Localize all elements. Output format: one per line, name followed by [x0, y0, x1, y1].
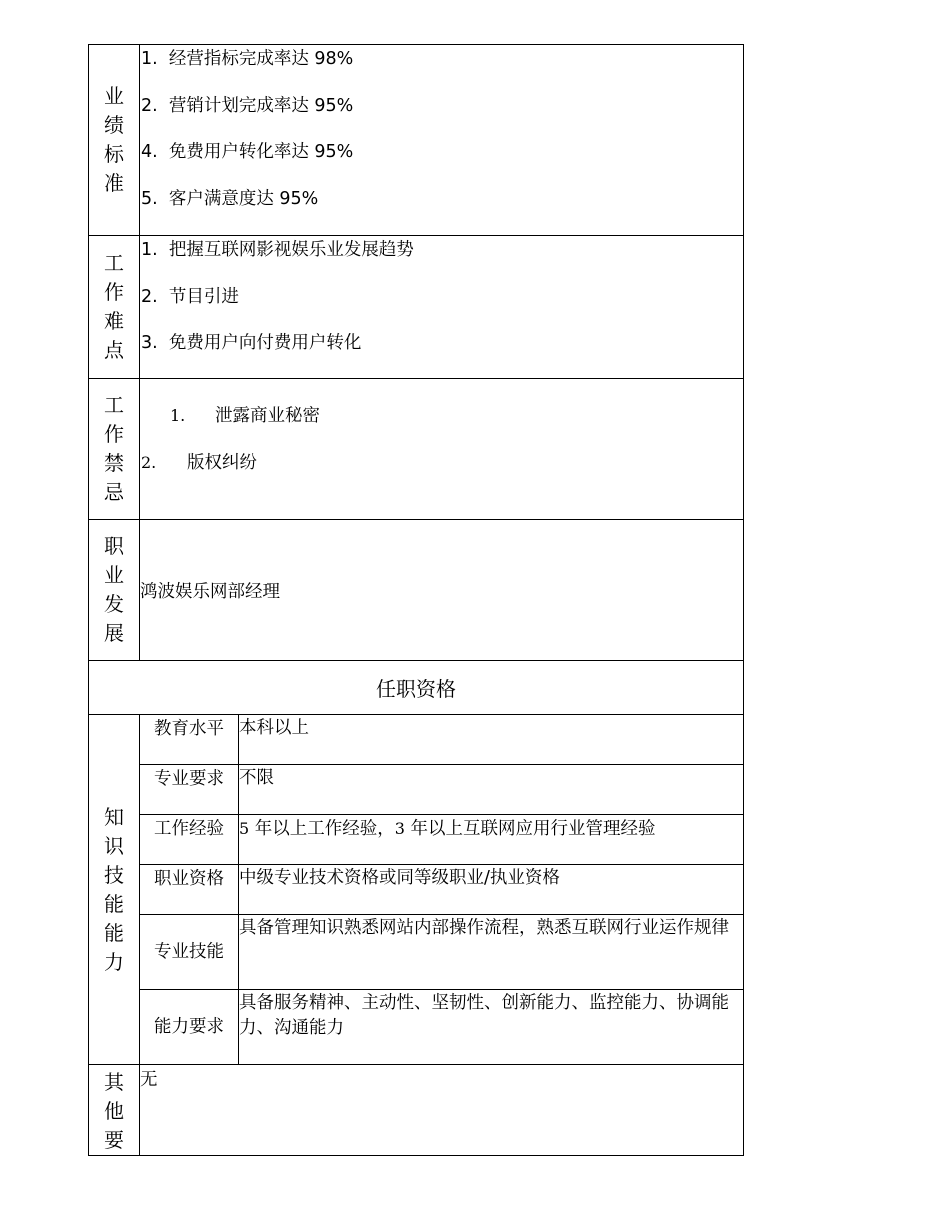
row-other [89, 1065, 744, 1156]
taboo-label: 工 作 禁 忌 [89, 379, 140, 520]
qualification-header: 任职资格 [89, 661, 744, 715]
certification-label: 职业资格 [140, 865, 239, 915]
row-taboo [89, 379, 744, 520]
certification-value: 中级专业技术资格或同等级职业/执业资格 [239, 865, 744, 915]
education-label: 教育水平 [140, 715, 239, 765]
list-item: 1. 把握互联网影视娱乐业发展趋势 [141, 240, 414, 260]
experience-label: 工作经验 [140, 815, 239, 865]
list-item: 1. 泄露商业秘密 [170, 406, 320, 426]
taboo-content [140, 379, 744, 520]
list-item: 5. 客户满意度达 95% [141, 188, 319, 209]
career-label: 职 业 发 展 [89, 520, 140, 661]
list-item: 1. 经营指标完成率达 98% [141, 49, 354, 69]
table-row [89, 990, 744, 1065]
experience-value: 5 年以上工作经验，3 年以上互联网应用行业管理经验 [239, 815, 744, 865]
major-value: 不限 [239, 765, 744, 815]
performance-content [140, 45, 744, 236]
table-row [89, 765, 744, 815]
major-label: 专业要求 [140, 765, 239, 815]
difficulty-label: 工 作 难 点 [89, 236, 140, 379]
difficulty-content [140, 236, 744, 379]
skills-value: 具备管理知识熟悉网站内部操作流程，熟悉互联网行业运作规律 [239, 915, 744, 990]
skills-label: 专业技能 [140, 915, 239, 990]
table-row [89, 865, 744, 915]
list-item: 3. 免费用户向付费用户转化 [141, 333, 362, 353]
other-label: 其 他 要 [89, 1065, 140, 1156]
row-performance [89, 45, 744, 236]
job-table [88, 44, 744, 1156]
table-row [89, 915, 744, 990]
ability-label: 能力要求 [140, 990, 239, 1065]
education-value: 本科以上 [239, 715, 744, 765]
table-row [89, 715, 744, 765]
career-content: 鸿波娱乐网部经理 [140, 520, 744, 661]
table-row [89, 815, 744, 865]
knowledge-label: 知 识 技 能 能 力 [89, 715, 140, 1065]
list-item: 2. 营销计划完成率达 95% [141, 95, 354, 116]
row-qualification-header [89, 661, 744, 715]
list-item: 4. 免费用户转化率达 95% [141, 142, 354, 162]
list-item: 2. 版权纠纷 [141, 452, 257, 473]
job-description-sheet [88, 44, 743, 1156]
row-difficulty [89, 236, 744, 379]
ability-value: 具备服务精神、主动性、坚韧性、创新能力、监控能力、协调能力、沟通能力 [239, 990, 744, 1065]
performance-label: 业 绩 标 准 [89, 45, 140, 236]
row-career [89, 520, 744, 661]
other-value: 无 [140, 1065, 744, 1156]
list-item: 2. 节目引进 [141, 286, 239, 307]
